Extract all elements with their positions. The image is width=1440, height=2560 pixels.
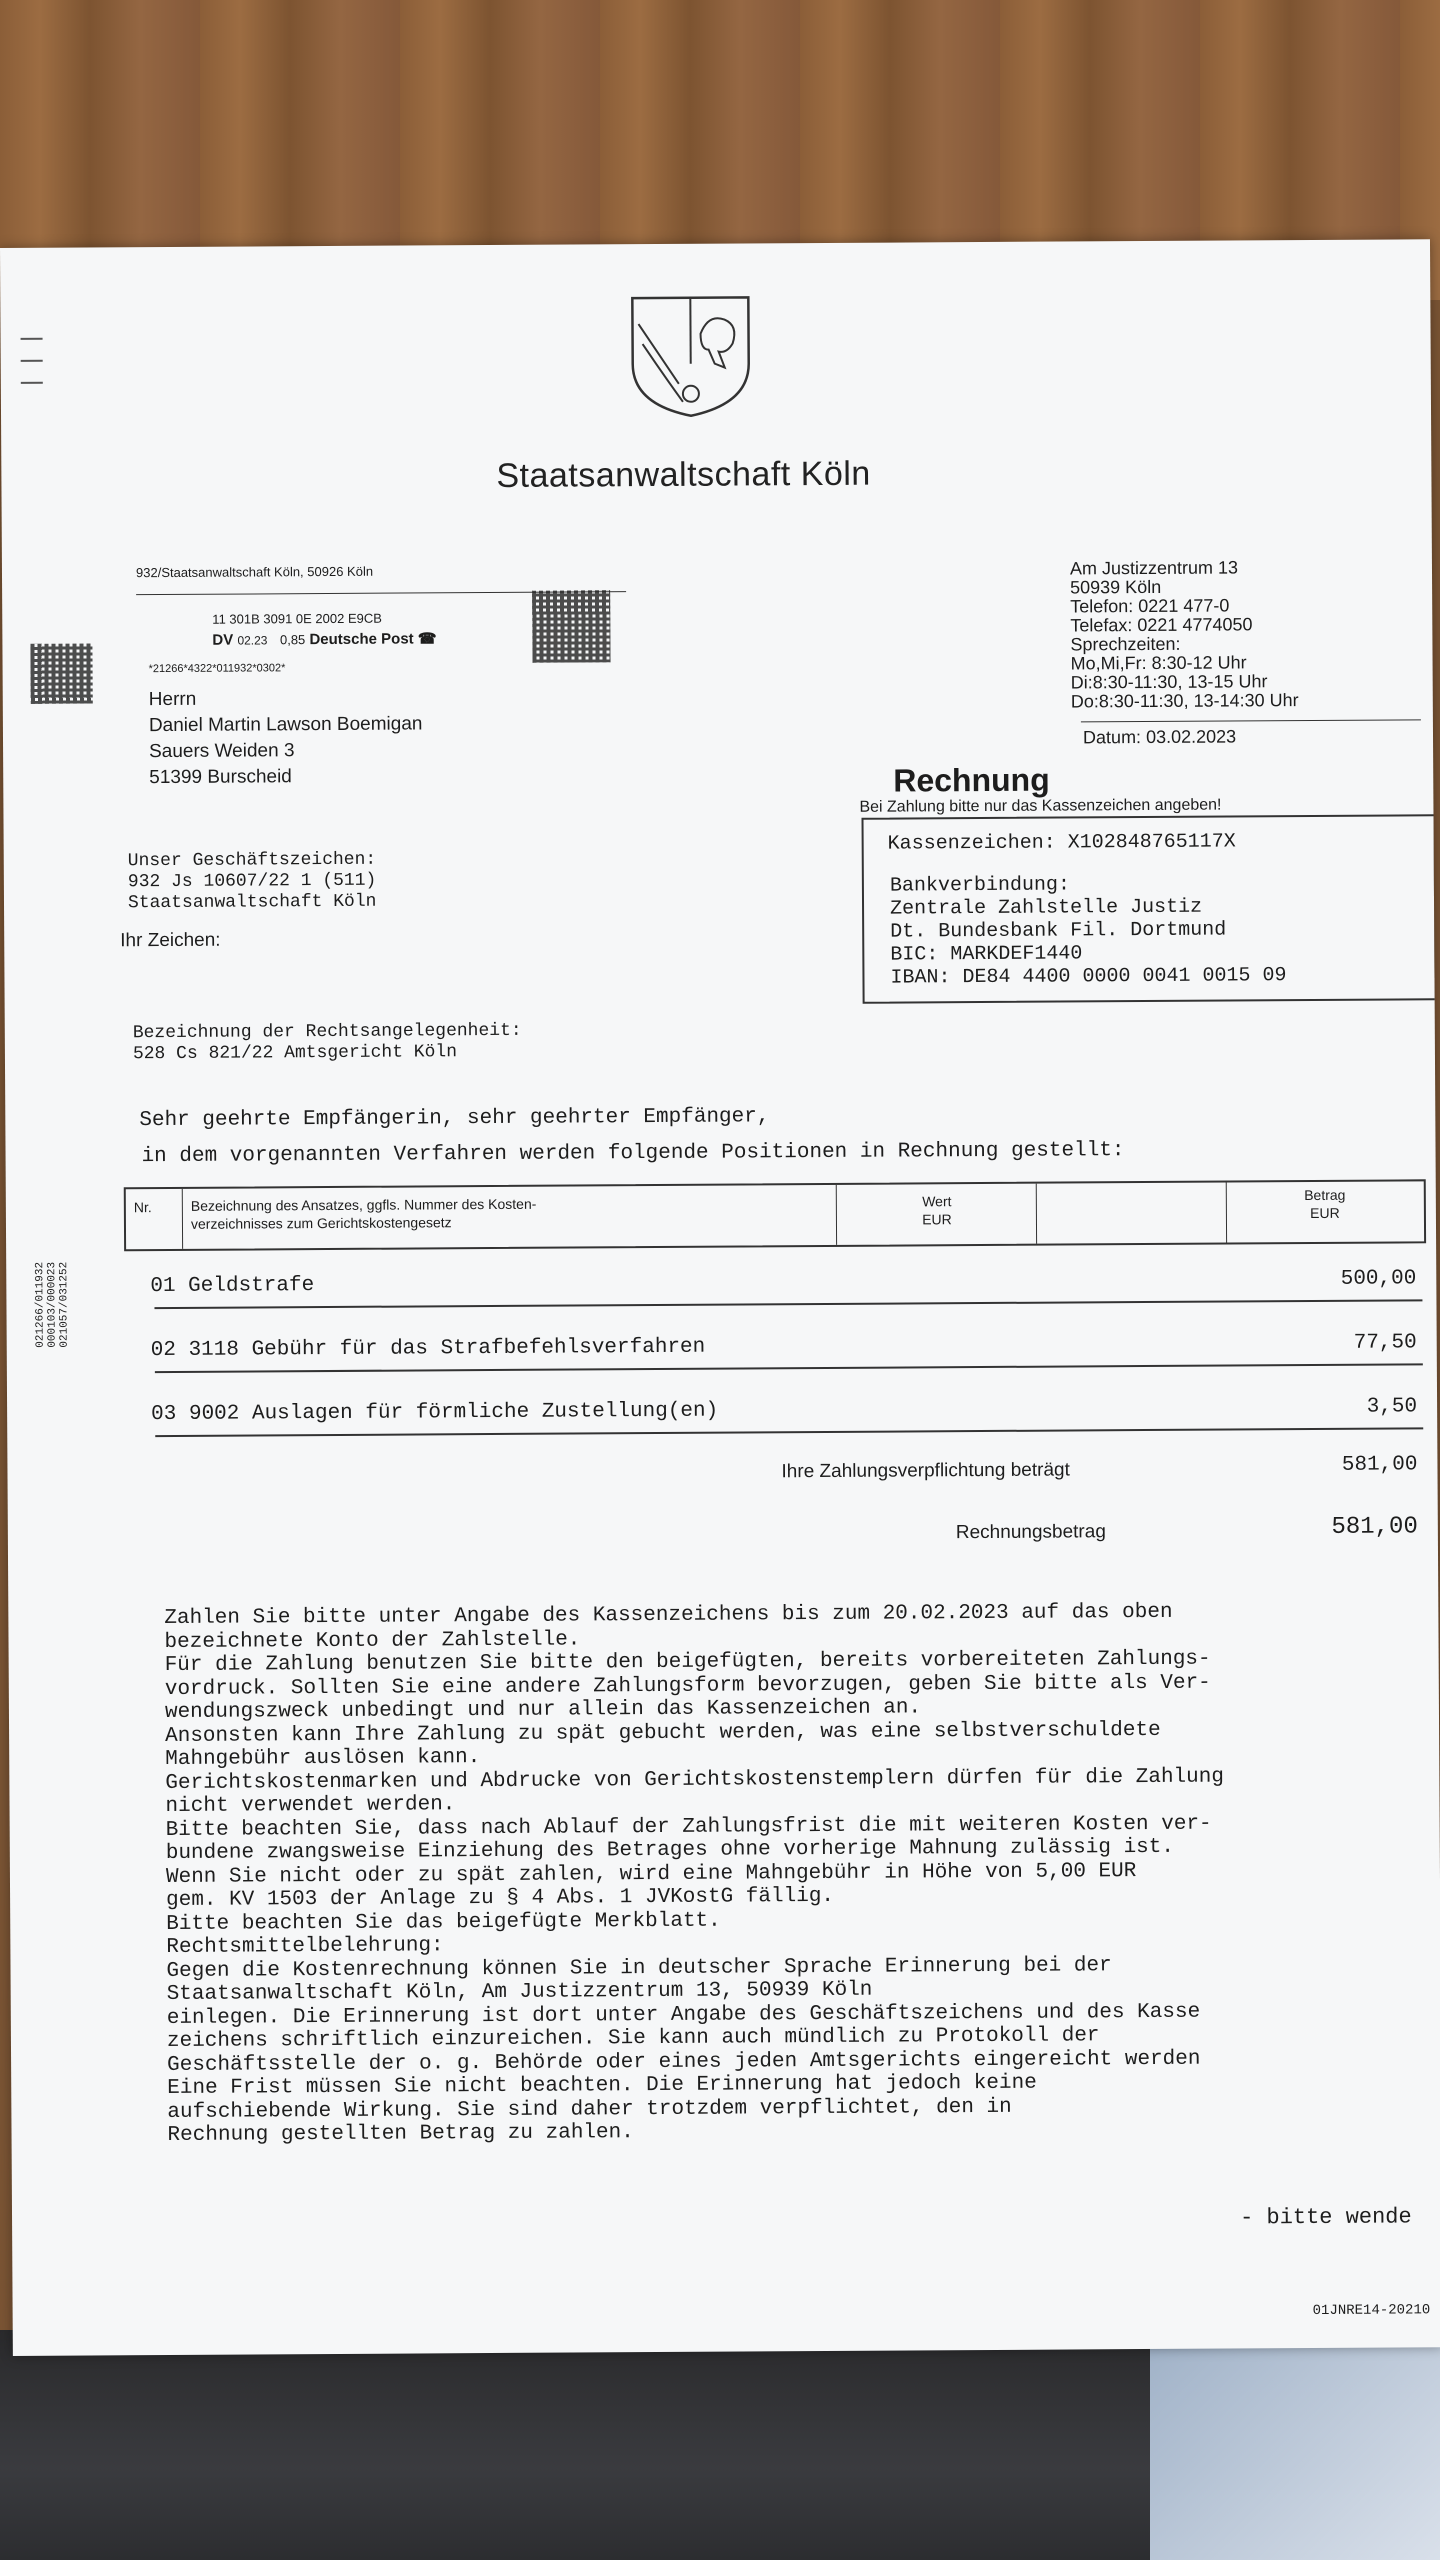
- total-label: Rechnungsbetrag: [955, 1521, 1106, 1544]
- bank-branch: Dt. Bundesbank Fil. Dortmund: [890, 918, 1227, 944]
- invoice-heading: Rechnung: [893, 761, 1050, 799]
- contact-phone: Telefon: 0221 477-0: [1070, 595, 1230, 617]
- col-betrag-line2: EUR: [1310, 1204, 1340, 1222]
- recipient-street: Sauers Weiden 3: [149, 740, 295, 763]
- postage-code: 11 301B 3091 0E 2002 E9CB: [212, 610, 382, 627]
- legal-matter: [133, 1021, 522, 1065]
- postage-stamp: [212, 629, 436, 648]
- col-wert: [836, 1184, 1037, 1245]
- recipient-address: [149, 685, 423, 791]
- col-desc-line1: Bezeichnung des Ansatzes, ggfls. Nummer des Kosten-: [190, 1195, 537, 1214]
- matter-label: Bezeichnung der Rechtsangelegenheit:: [132, 1020, 522, 1044]
- payment-instructions: Zahlen Sie bitte unter Angabe des Kassenzeichens bis zum 20.02.2023 auf das oben bezeichnete Konto der Zahlstelle. Für die Zahlung benutzen Sie bitte den beigefügten, bereits vorbereiteten Zahlungs- vordruck. Sollten Sie eine andere Zahlungsform bevorzugen, geben Sie bitte als Ver- wendungszweck unbedingt und nur allein das Kassenzeichen an. Ansonsten kann Ihre Zahlung zu spät gebucht werden, was eine selbstverschuldete Mahngebühr auslösen kann. Gerichtskostenmarken und Abdrucke von Gerichtskostenstemplern dürfen für die Zahlung nicht verwendet werden. Bitte beachten Sie, dass nach Ablauf der Zahlungsfrist die mit weiteren Kosten ver- bundene zwangsweise Einziehung des Betrages ohne vorherige Mahnung zulässig ist. Wenn Sie nicht oder zu spät zahlen, wird eine Mahngebühr in Höhe von 5,00 EUR gem. KV 1503 der Anlage zu § 4 Abs. 1 JVKostG fällig. Bitte beachten Sie das beigefügte Merkblatt. Rechtsmittelbelehrung: Gegen die Kostenrechnung können Sie in deutscher Sprache Erinnerung bei der Staatsanwaltschaft Köln, Am Justizzentrum 13, 50939 Köln einlegen. Die Erinnerung ist dort unter Angabe des Geschäftszeichens und des Kasse zeichens schriftlich einzureichen. Sie kann auch mündlich zu Protokoll der Geschäftsstelle der o. g. Behörde oder eines jeden Amtsgerichts eingereicht werden Eine Frist müssen Sie nicht beachten. Die Erinnerung hat jedoch keine aufschiebende Wirkung. Sie sind daher trotzdem verpflichtet, den in Rechnung gestellten Betrag zu zahlen.: [164, 1600, 1225, 2148]
- table-row: 02 3118 Gebühr für das Strafbefehlsverfahren: [150, 1335, 706, 1363]
- table-row: 03 9002 Auslagen für förmliche Zustellung(en): [151, 1399, 719, 1427]
- contact-fax: Telefax: 0221 4774050: [1070, 614, 1253, 636]
- obligation-label: Ihre Zahlungsverpflichtung beträgt: [781, 1459, 1070, 1483]
- recipient-code: *21266*4322*011932*0302*: [148, 662, 286, 676]
- recipient-city: 51399 Burscheid: [149, 766, 292, 789]
- gz-authority: Staatsanwaltschaft Köln: [127, 891, 377, 914]
- contact-city: 50939 Köln: [1070, 576, 1162, 598]
- invoice-letter: [0, 239, 1440, 2356]
- col-wert-line2: EUR: [922, 1211, 952, 1228]
- turn-page-note: - bitte wende: [1239, 2204, 1412, 2231]
- gz-label: Unser Geschäftszeichen:: [127, 849, 377, 872]
- your-reference-label: Ihr Zeichen:: [120, 929, 221, 952]
- postage-carrier: Deutsche Post: [309, 630, 414, 649]
- return-address: 932/Staatsanwaltschaft Köln, 50926 Köln: [136, 562, 626, 595]
- postage-dv: DV: [212, 631, 234, 649]
- col-wert-line1: Wert: [922, 1193, 952, 1210]
- col-desc-line2: verzeichnisses zum Gerichtskostengesetz: [190, 1214, 452, 1232]
- bank-iban: IBAN: DE84 4400 0000 0041 0015 09: [890, 964, 1287, 990]
- fold-marks: [21, 338, 43, 404]
- hours-di: Di:8:30-11:30, 13-15 Uhr: [1070, 671, 1268, 693]
- hours-mo-mi-fr: Mo,Mi,Fr: 8:30-12 Uhr: [1070, 652, 1247, 674]
- greeting: Sehr geehrte Empfängerin, sehr geehrter Empfänger,: [139, 1105, 770, 1133]
- bank-details: [890, 872, 1287, 989]
- datamatrix-code-left-icon: [30, 643, 92, 703]
- table-row: 01 Geldstrafe: [150, 1274, 315, 1299]
- contact-street: Am Justizzentrum 13: [1069, 557, 1239, 579]
- datamatrix-code-icon: [532, 590, 610, 662]
- authority-title: Staatsanwaltschaft Köln: [496, 454, 871, 495]
- letter-date: Datum: 03.02.2023: [1082, 726, 1237, 748]
- bank-label: Bankverbindung:: [889, 873, 1071, 898]
- col-nr: Nr.: [133, 1199, 152, 1216]
- row-divider: [154, 1299, 1422, 1309]
- row-amount: 77,50: [1353, 1331, 1417, 1355]
- postage-amount: 0,85: [279, 632, 306, 648]
- bank-name: Zentrale Zahlstelle Justiz: [889, 895, 1203, 921]
- gz-value: 932 Js 10607/22 1 (511): [127, 870, 377, 893]
- hours-label: Sprechzeiten:: [1070, 633, 1181, 655]
- cost-table-header: [124, 1179, 1426, 1251]
- matter-value: 528 Cs 821/22 Amtsgericht Köln: [132, 1042, 458, 1065]
- row-divider: [155, 1427, 1423, 1437]
- col-description: [182, 1185, 831, 1249]
- postage-date: 02.23: [237, 633, 268, 648]
- post-horn-icon: ☎: [417, 630, 437, 648]
- col-betrag-line1: Betrag: [1304, 1186, 1346, 1204]
- total-value: 581,00: [1331, 1513, 1418, 1541]
- intro-sentence: in dem vorgenannten Verfahren werden folgende Positionen in Rechnung gestellt:: [141, 1139, 1125, 1169]
- recipient-name: Daniel Martin Lawson Boemigan: [148, 713, 423, 737]
- side-reference-codes: 021266/011932 000103/000023 021057/031252: [34, 1261, 71, 1348]
- row-amount: 3,50: [1366, 1395, 1418, 1419]
- col-betrag: [1226, 1181, 1423, 1242]
- invoice-instruction: Bei Zahlung bitte nur das Kassenzeichen angeben!: [859, 796, 1222, 816]
- form-code: 01JNRE14-20210: [1312, 2302, 1431, 2320]
- date-divider: [1081, 719, 1421, 722]
- authority-contact: [1070, 558, 1299, 711]
- row-divider: [155, 1363, 1423, 1373]
- recipient-salutation: Herrn: [148, 688, 197, 711]
- blue-fabric-corner: [1150, 2330, 1440, 2560]
- obligation-value: 581,00: [1341, 1453, 1418, 1477]
- our-reference: [128, 850, 377, 915]
- hours-do: Do:8:30-11:30, 13-14:30 Uhr: [1070, 690, 1299, 712]
- row-amount: 500,00: [1340, 1267, 1417, 1291]
- nrw-coat-of-arms-icon: [628, 293, 753, 418]
- kassenzeichen: Kassenzeichen: X102848765117X: [887, 830, 1236, 856]
- col-empty: [1036, 1183, 1227, 1244]
- bank-bic: BIC: MARKDEF1440: [890, 942, 1083, 967]
